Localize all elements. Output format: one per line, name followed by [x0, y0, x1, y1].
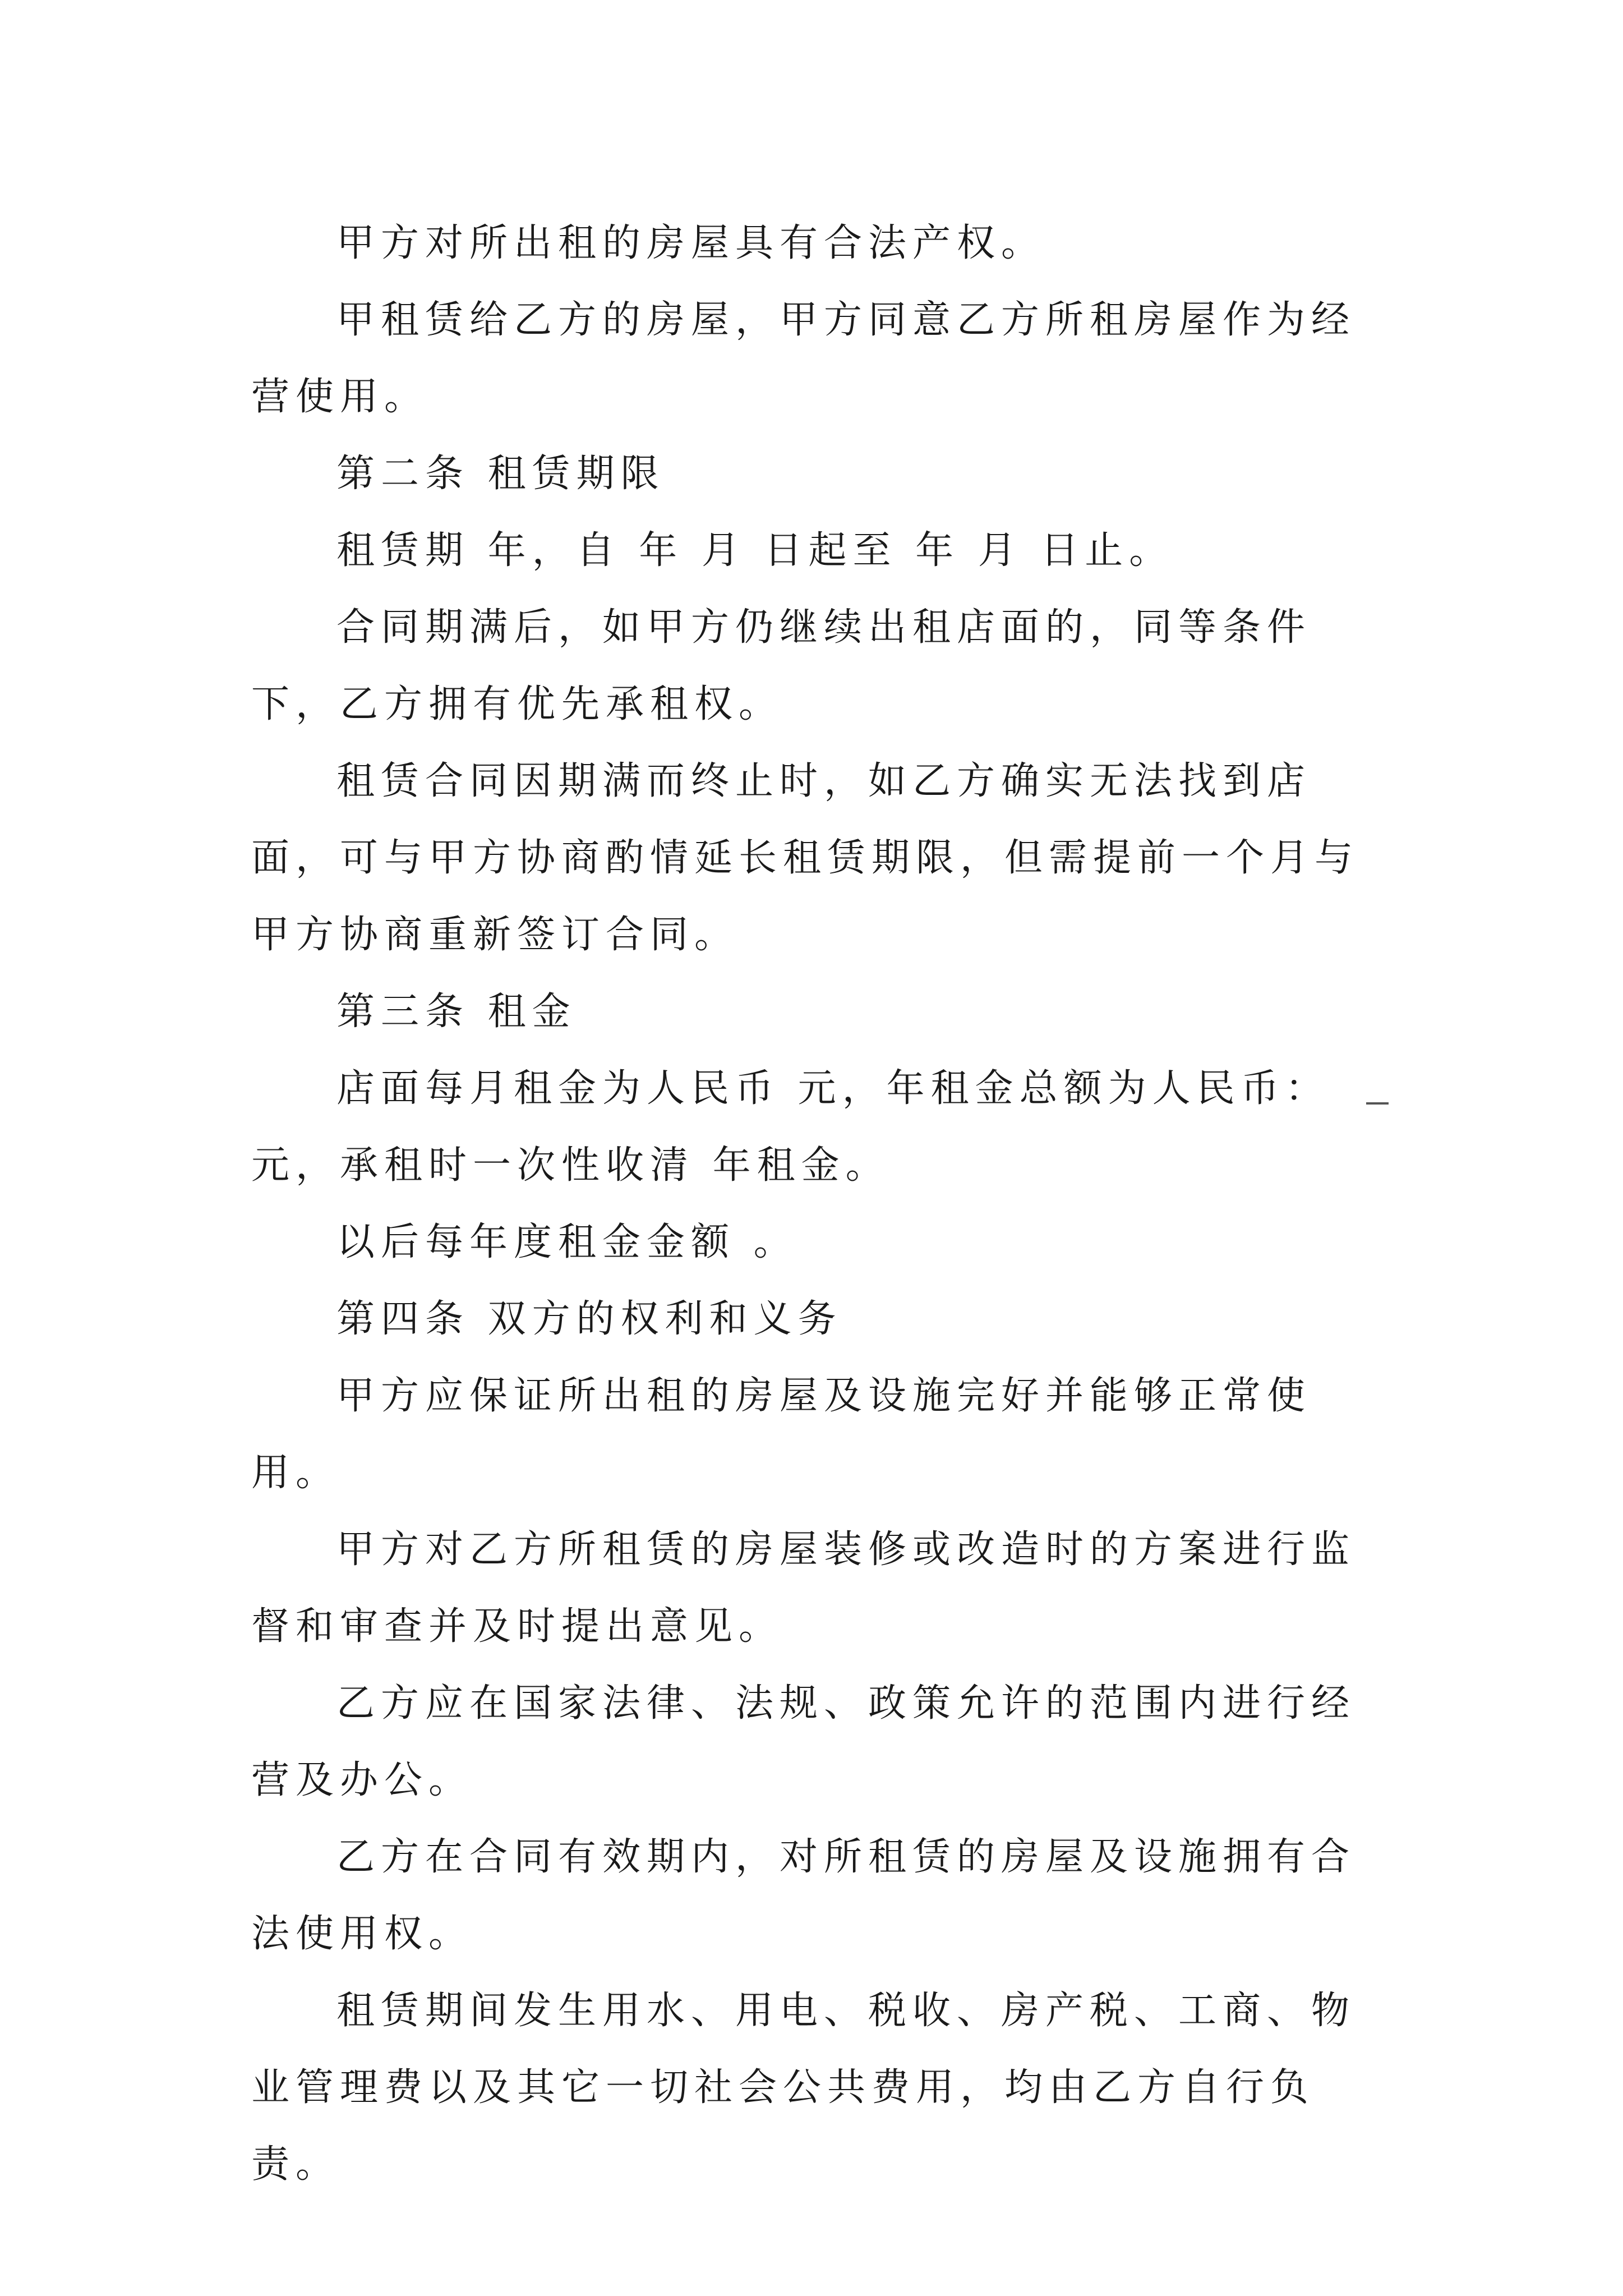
paragraph-party-a-guarantee: 甲方应保证所出租的房屋及设施完好并能够正常使用。 [251, 1374, 1312, 1495]
paragraph-party-b-use-right: 乙方在合同有效期内，对所租赁的房屋及设施拥有合法使用权。 [251, 1835, 1356, 1956]
paragraph-annual-rent: 以后每年度租金金额 。 [336, 1220, 798, 1264]
blank-underline [1366, 1102, 1389, 1105]
section-heading-rights-obligations: 第四条 双方的权利和义务 [336, 1297, 842, 1341]
paragraph-lease-extension: 租赁合同因期满而终止时，如乙方确实无法找到店面，可与甲方协商酌情延长租赁期限，但需提前一个月与甲方协商重新签订合同。 [251, 759, 1359, 957]
section-heading-rent: 第三条 租金 [336, 990, 577, 1034]
paragraph-party-b-compliance: 乙方应在国家法律、法规、政策允许的范围内进行经营及办公。 [251, 1681, 1356, 1802]
paragraph-party-a-supervision: 甲方对乙方所租赁的房屋装修或改造时的方案进行监督和审查并及时提出意见。 [251, 1527, 1356, 1649]
paragraph-public-fees: 租赁期间发生用水、用电、税收、房产税、工商、物业管理费以及其它一切社会公共费用，均由乙方自行负责。 [251, 1989, 1356, 2187]
paragraph-lease-use: 甲租赁给乙方的房屋，甲方同意乙方所租房屋作为经营使用。 [251, 298, 1356, 419]
paragraph-priority-renewal: 合同期满后，如甲方仍继续出租店面的，同等条件下，乙方拥有优先承租权。 [251, 605, 1312, 726]
paragraph-lease-period: 租赁期 年，自 年 月 日起至 年 月 日止。 [336, 528, 1174, 573]
paragraph-property-right: 甲方对所出租的房屋具有合法产权。 [336, 221, 1046, 265]
section-heading-lease-term: 第二条 租赁期限 [336, 452, 665, 496]
document-body [251, 205, 1395, 2203]
paragraph-rent-amount: 店面每月租金为人民币 元，年租金总额为人民币： 元，承租时一次性收清 年租金。 [251, 1066, 1330, 1188]
